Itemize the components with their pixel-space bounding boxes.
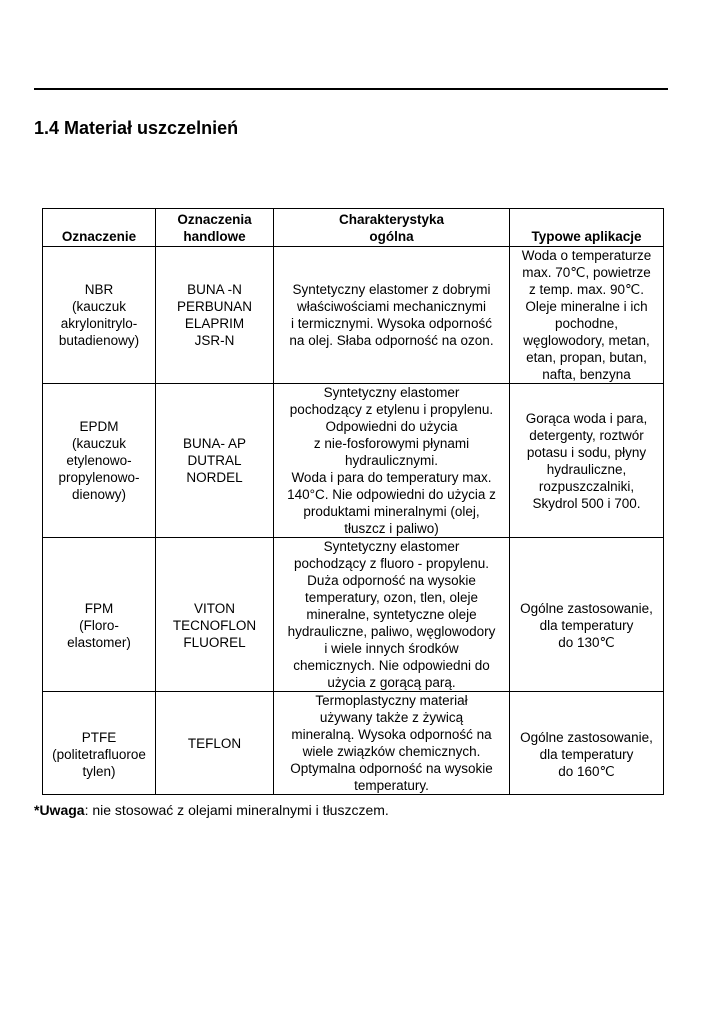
section-title: 1.4 Materiał uszczelnień: [34, 118, 239, 138]
table-header-row: [43, 209, 664, 247]
table-row: [43, 538, 664, 692]
table-row: [43, 247, 664, 384]
designation-cell: EPDM (kauczuk etylenowo- propylenowo- dienowy): [43, 384, 156, 538]
applications-cell: Woda o temperaturze max. 70℃, powietrze z temp. max. 90℃. Oleje mineralne i ich pochodne, węglowodory, metan, etan, propan, butan, nafta, benzyna: [510, 247, 664, 384]
header-trade-names: Oznaczenia handlowe: [156, 209, 274, 247]
applications-cell: Gorąca woda i para, detergenty, roztwór potasu i sodu, płyny hydrauliczne, rozpuszczalniki, Skydrol 500 i 700.: [510, 384, 664, 538]
footnote-label: *Uwaga: [34, 802, 85, 818]
trade-names-cell: TEFLON: [156, 692, 274, 795]
designation-cell: PTFE (politetrafluoroe tylen): [43, 692, 156, 795]
characteristics-cell: Syntetyczny elastomer z dobrymi właściwościami mechanicznymi i termicznymi. Wysoka odporność na olej. Słaba odporność na ozon.: [274, 247, 510, 384]
characteristics-cell: Syntetyczny elastomer pochodzący z etylenu i propylenu. Odpowiedni do użycia z nie-fosforowymi płynami hydraulicznymi. Woda i para do temperatury max. 140°C. Nie odpowiedni do użycia z produktami mineralnymi (olej, tłuszcz i paliwo): [274, 384, 510, 538]
designation-cell: NBR (kauczuk akrylonitrylo- butadienowy): [43, 247, 156, 384]
header-designation: Oznaczenie: [43, 209, 156, 247]
seal-materials-table: [42, 208, 664, 795]
characteristics-cell: Syntetyczny elastomer pochodzący z fluoro - propylenu. Duża odporność na wysokie temperatury, ozon, tlen, oleje mineralne, syntetyczne oleje hydrauliczne, paliwo, węglowodory i wiele innych środków chemicznych. Nie odpowiedni do użycia z gorącą parą.: [274, 538, 510, 692]
characteristics-cell: Termoplastyczny materiał używany także z żywicą mineralną. Wysoka odporność na wiele związków chemicznych. Optymalna odporność na wysokie temperatury.: [274, 692, 510, 795]
trade-names-cell: VITON TECNOFLON FLUOREL: [156, 538, 274, 692]
applications-cell: Ogólne zastosowanie, dla temperatury do 130℃: [510, 538, 664, 692]
table-row: [43, 692, 664, 795]
footnote: [34, 802, 389, 818]
header-characteristics: Charakterystyka ogólna: [274, 209, 510, 247]
top-divider: [34, 88, 668, 90]
table-row: [43, 384, 664, 538]
footnote-text: : nie stosować z olejami mineralnymi i tłuszczem.: [84, 802, 389, 818]
applications-cell: Ogólne zastosowanie, dla temperatury do 160℃: [510, 692, 664, 795]
header-applications: Typowe aplikacje: [510, 209, 664, 247]
designation-cell: FPM (Floro- elastomer): [43, 538, 156, 692]
trade-names-cell: BUNA- AP DUTRAL NORDEL: [156, 384, 274, 538]
trade-names-cell: BUNA -N PERBUNAN ELAPRIM JSR-N: [156, 247, 274, 384]
